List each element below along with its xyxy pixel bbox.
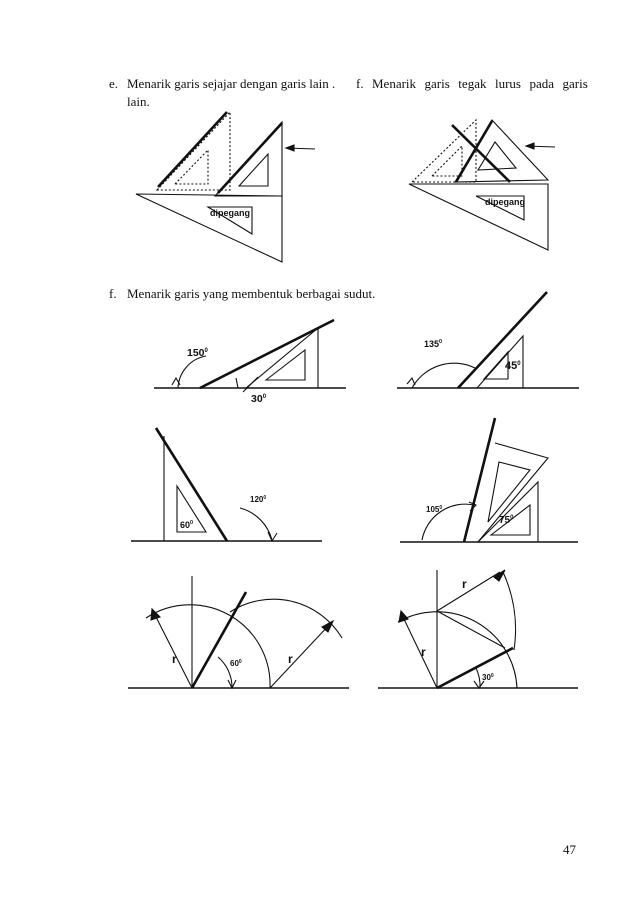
angle-30-compass-label: $30^0$	[482, 673, 494, 682]
angle-60-label: $60^0$	[180, 520, 194, 530]
radius-label-left: r	[172, 652, 177, 666]
angle-30-label: $30^0$	[251, 393, 267, 405]
figure-angle-105-75	[400, 418, 578, 542]
angle-45-label: $45^0$	[505, 360, 521, 372]
held-label-right: dipegang	[485, 197, 525, 207]
figure-angle-135-45	[397, 292, 579, 388]
angle-105-label: $105^0$	[426, 505, 443, 514]
angle-120-label: $120^0$	[250, 495, 267, 504]
held-label-left: dipegang	[210, 208, 250, 218]
figure-angle-150-30	[154, 320, 346, 405]
figure-angle-120-60	[131, 428, 322, 541]
figure-parallel-lines	[136, 112, 315, 262]
radius-label-right: r	[288, 652, 293, 666]
angle-75-label: $75^0$	[499, 515, 514, 526]
angle-150-label: $150^0$	[187, 347, 208, 359]
section-e-letter: e.	[109, 76, 119, 91]
page-number: 47	[563, 842, 576, 857]
section-f2-text: Menarik garis yang membentuk berbagai sudut.	[127, 286, 376, 301]
radius-label-arc-left: r	[421, 645, 426, 659]
figure-compass-60	[128, 576, 349, 688]
figure-perpendicular	[409, 120, 555, 250]
section-f1-text: Menarik garis tegak lurus pada garis	[372, 76, 588, 91]
figure-compass-30	[378, 570, 578, 688]
section-f1-letter: f.	[356, 76, 364, 91]
angle-135-label: $135^0$	[424, 339, 443, 349]
radius-label-arc-top: r	[462, 577, 467, 591]
angle-60-compass-label: $60^0$	[230, 659, 242, 668]
section-e-text-line1: Menarik garis sejajar dengan garis lain .	[127, 76, 336, 91]
section-e-text-line2: lain.	[127, 94, 150, 109]
section-f2-letter: f.	[109, 286, 117, 301]
